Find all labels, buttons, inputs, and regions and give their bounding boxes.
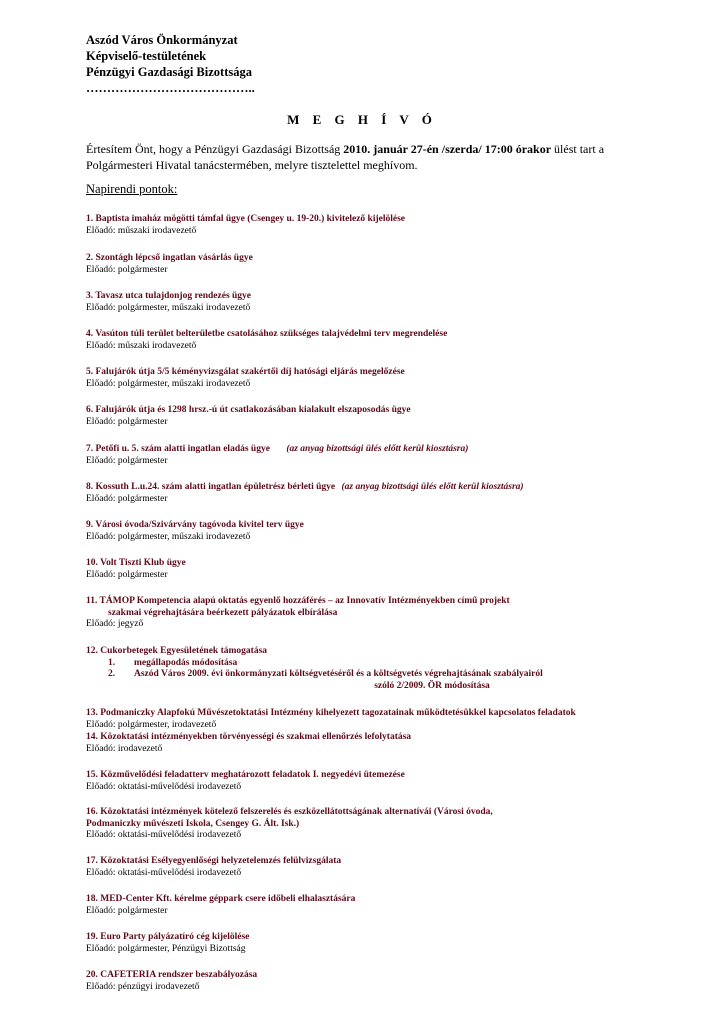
letterhead [86,32,255,96]
agenda-item-title: 14. Közoktatási intézményekben törvényességi és szakmai ellenőrzés lefolytatása [86,732,412,742]
agenda-item [86,405,658,428]
agenda-item [86,646,658,692]
agenda-subitem-number: 2. [108,669,116,679]
agenda-item-title: 6. Falujárók útja és 1298 hrsz.-ú út csatlakozásában kialakult elszaposodás ügye [86,405,411,415]
agenda-item-note: (az anyag bizottsági ülés előtt kerül kiosztásra) [341,482,524,492]
letterhead-line-3: Pénzügyi Gazdasági Bizottsága [86,65,252,79]
agenda-item-title: 18. MED-Center Kft. kérelme géppark csere időbeli elhalasztására [86,894,356,904]
agenda-item [86,932,658,955]
agenda-item-title: 1. Baptista imaház mögötti támfal ügye (Csengey u. 19-20.) kivitelező kijelölése [86,214,405,224]
agenda-item [86,970,658,993]
agenda-item-presenter: Előadó: polgármester, műszaki irodavezető [86,378,251,389]
agenda-subitem [86,658,658,670]
agenda-item-title-cont: szakmai végrehajtására beérkezett pályázatok elbírálása [108,607,338,618]
agenda-item-presenter: Előadó: műszaki irodavezető [86,225,197,236]
agenda-item-title: 12. Cukorbetegek Egyesületének támogatása [86,646,268,656]
agenda-item-title [86,482,658,494]
agenda-item-title: 2. Szontágh lépcső ingatlan vásárlás ügye [86,253,253,263]
agenda-item-presenter: Előadó: polgármester [86,493,168,504]
agenda-item-presenter: Előadó: polgármester, irodavezető [86,719,217,730]
agenda-item-presenter: Előadó: oktatási-művelődési irodavezető [86,830,242,840]
agenda-item [86,291,658,314]
agenda-item [86,444,658,467]
agenda-item-title-text: 8. Kossuth L.u.24. szám alatti ingatlan épületrész bérleti ügye [86,482,336,492]
agenda-item-presenter: Előadó: jegyző [86,619,144,629]
document-title: M E G H Í V Ó [287,112,437,127]
agenda-subitem-text: Aszód Város 2009. évi önkormányzati költségvetéséről és a költségvetés végrehajtásának szabályairól [134,669,543,679]
agenda-item-presenter: Előadó: pénzügyi irodavezető [86,981,200,992]
agenda-item-presenter: Előadó: polgármester [86,905,168,916]
agenda-item-presenter: Előadó: polgármester [86,416,168,427]
agenda-item-title-text: 7. Petőfi u. 5. szám alatti ingatlan eladás ügye [86,444,270,454]
agenda-item-presenter: Előadó: polgármester [86,569,168,580]
letterhead-line-2: Képviselő-testületének [86,49,207,63]
letterhead-line-1: Aszód Város Önkormányzat [86,33,238,47]
agenda-item-presenter: Előadó: polgármester, műszaki irodavezető [86,302,251,313]
meeting-date: 2010. január 27-én /szerda/ 17:00 órakor [343,142,552,156]
agenda-item-title: 13. Podmaniczky Alapfokú Művészetoktatási Intézmény kihelyezett tagozatainak működtetésükkel kapcsolatos feladatok [86,708,576,718]
agenda-item-presenter: Előadó: irodavezető [86,743,163,754]
agenda-item [86,807,658,842]
agenda-heading: Napirendi pontok: [86,182,178,196]
agenda-item-title: 10. Volt Tiszti Klub ügye [86,558,186,568]
agenda-item-presenter: Előadó: műszaki irodavezető [86,340,197,351]
intro-paragraph [86,141,646,173]
agenda-item [86,708,658,731]
agenda-item [86,367,658,390]
agenda-subitem-number: 1. [108,657,116,668]
agenda-item [86,770,658,793]
agenda-item-presenter: Előadó: polgármester [86,264,168,275]
agenda-item [86,894,658,917]
agenda-item [86,214,658,237]
agenda-item [86,520,658,543]
agenda-item-presenter: Előadó: oktatási-művelődési irodavezető [86,781,242,792]
agenda-subitem-text: megállapodás módosítása [134,657,238,668]
agenda-item-presenter: Előadó: oktatási-művelődési irodavezető [86,867,242,878]
agenda-item-title: 9. Városi óvoda/Szivárvány tagóvoda kivitel terv ügye [86,520,304,530]
agenda-item-title: 17. Közoktatási Esélyegyenlőségi helyzetelemzés felülvizsgálata [86,856,342,866]
agenda-item-title: 16. Közoktatási intézmények kötelező felszerelés és eszközellátottságának alternatívái (Városi óvoda, [86,807,493,817]
agenda-item-title-cont: Podmaniczky művészeti Iskola, Csengey G. Ált. Isk.) [86,818,300,829]
agenda-item [86,596,658,631]
agenda-item-note: (az anyag bizottsági ülés előtt kerül kiosztásra) [286,444,469,454]
agenda-item-presenter: Előadó: polgármester, műszaki irodavezető [86,531,251,542]
agenda-item [86,856,658,879]
agenda-item [86,329,658,352]
agenda-item [86,558,658,581]
agenda-item-presenter: Előadó: polgármester, Pénzügyi Bizottság [86,943,246,954]
agenda-item-title: 5. Falujárók útja 5/5 kéményvizsgálat szakértői díj hatósági eljárás megelőzése [86,367,405,377]
intro-text-1: Értesítem Önt, hogy a Pénzügyi Gazdasági Bizottság [86,142,344,156]
agenda-item-title: 20. CAFETERIA rendszer beszabályozása [86,970,258,980]
agenda-item-title [86,444,658,456]
agenda-item [86,732,658,755]
agenda-subitem-cont: szóló 2/2009. ÖR módosítása [374,680,490,691]
agenda-item-title: 11. TÁMOP Kompetencia alapú oktatás egyenlő hozzáférés – az Innovatív Intézményekben című projekt [86,596,510,606]
letterhead-dots: ………………………………….. [86,81,255,95]
agenda-item-title: 15. Közművelődési feladatterv meghatározott feladatok I. negyedévi ütemezése [86,770,405,780]
agenda-item-presenter: Előadó: polgármester [86,455,168,466]
agenda-item-title: 3. Tavasz utca tulajdonjog rendezés ügye [86,291,252,301]
intro-text-2: ülést tart a Polgármesteri Hivatal tanácstermében, melyre tisztelettel meghívom. [86,142,605,172]
agenda-item [86,482,658,505]
agenda-item-title: 4. Vasúton túli terület belterületbe csatolásához szükséges talajvédelmi terv megrendelése [86,329,448,339]
agenda-item-title: 19. Euro Party pályázatíró cég kijelölése [86,932,250,942]
agenda-subitem [86,669,658,681]
agenda-item [86,253,658,276]
